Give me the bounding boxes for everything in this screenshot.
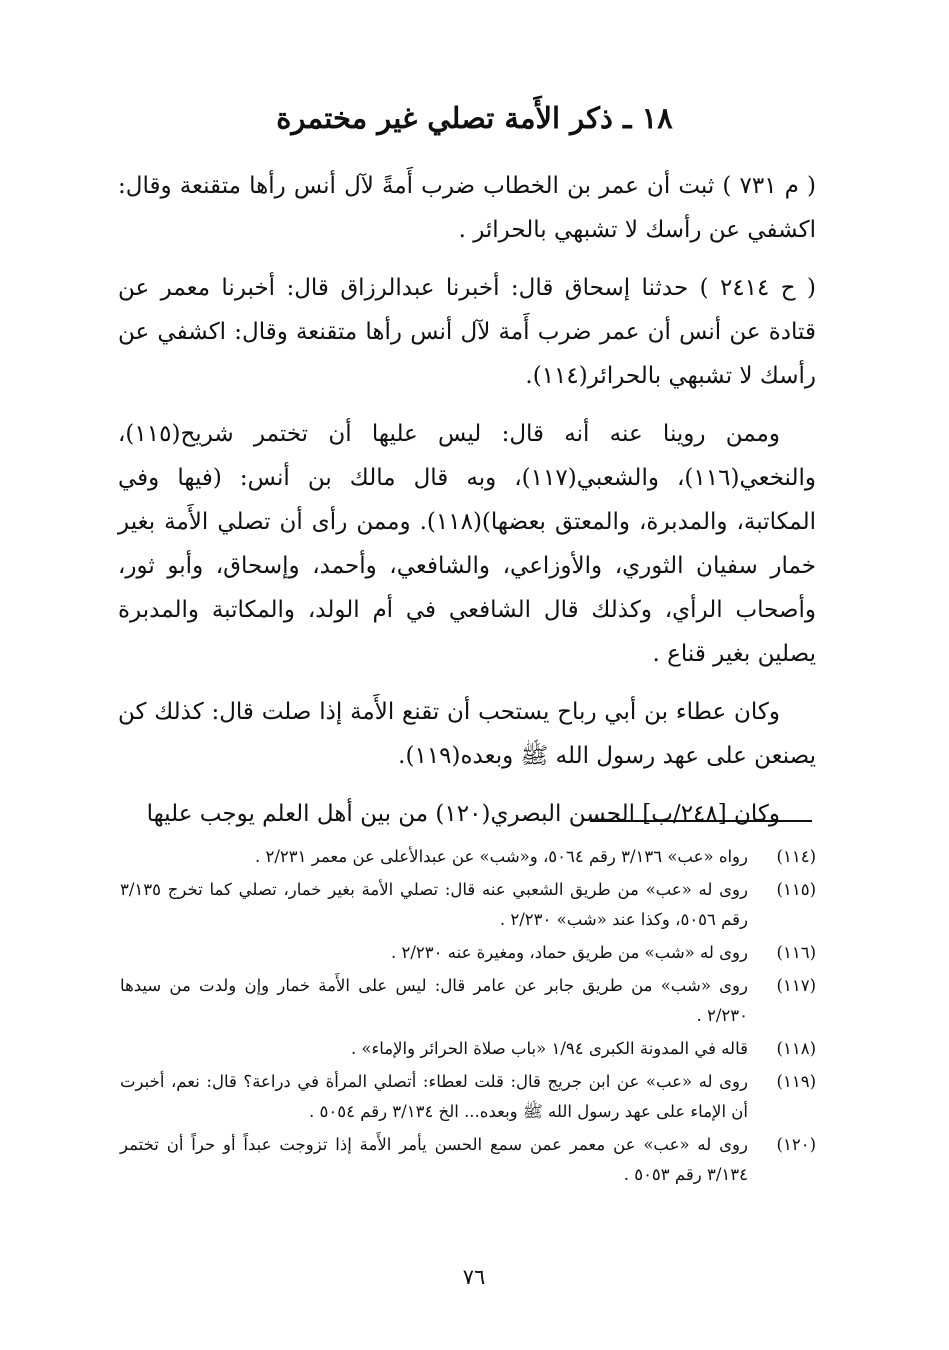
footnote-number: (١١٤) — [776, 847, 816, 866]
footnote-text: روى له «عب» عن معمر عمن سمع الحسن يأمر الأَمة إذا تزوجت عبداً أو حراً أن تختمر ٣/١٣٤ رقم ٥٠٥٣ . — [120, 1135, 748, 1184]
footnote-text: روى له «عب» من طريق الشعبي عنه قال: تصلي الأمة بغير خمار، تصلي كما تخرج ٣/١٣٥ رقم ٥٠٥٦، وكذا عند «شب» ٢/٢٣٠ . — [120, 880, 748, 929]
footnote-separator — [590, 820, 812, 822]
page-number: ٧٦ — [462, 1265, 486, 1289]
footnote-number: (١٢٠) — [776, 1135, 816, 1154]
footnotes — [120, 842, 816, 1193]
footnote-120 — [120, 1130, 816, 1190]
footnote-115 — [120, 875, 816, 935]
footnote-number: (١١٧) — [776, 976, 816, 995]
footnote-text: رواه «عب» ٣/١٣٦ رقم ٥٠٦٤، و«شب» عن عبدالأعلى عن معمر ٢/٢٣١ . — [255, 847, 748, 866]
footnote-117 — [120, 971, 816, 1031]
footnote-text: روى له «شب» من طريق حماد، ومغيرة عنه ٢/٢٣٠ . — [390, 943, 748, 962]
paragraph-3: وممن روينا عنه أنه قال: ليس عليها أن تختمر شريح(١١٥)، والنخعي(١١٦)، والشعبي(١١٧)، وبه قال مالك بن أنس: (فيها وفي المكاتبة، والمدبرة، والمعتق بعضها)(١١٨). وممن رأى أن تصلي الأَمة بغير خمار سفيان الثوري، والأوزاعي، والشافعي، وأحمد، وإسحاق، وأبو ثور، وأصحاب الرأي، وكذلك قال الشافعي في أم الولد، والمكاتبة والمدبرة يصلين بغير قناع . — [118, 421, 816, 667]
main-text — [118, 164, 816, 850]
footnote-number: (١١٦) — [776, 943, 816, 962]
footnote-number: (١١٩) — [776, 1072, 816, 1091]
footnote-116 — [120, 938, 816, 968]
footnote-114 — [120, 842, 816, 872]
paragraph-2: ( ح ٢٤١٤ ) حدثنا إسحاق قال: أخبرنا عبدالرزاق قال: أخبرنا معمر عن قتادة عن أنس أن عمر ضرب أَمة لآل أنس رأها متقنعة وقال: اكشفي عن رأسك لا تشبهي بالحرائر(١١٤). — [118, 275, 817, 389]
footnote-number: (١١٥) — [776, 880, 816, 899]
paragraph-1: ( م ٧٣١ ) ثبت أن عمر بن الخطاب ضرب أَمةً لآل أنس رأها متقنعة وقال: اكشفي عن رأسك لا تشبهي بالحرائر . — [118, 173, 817, 243]
footnote-text: قاله في المدونة الكبرى ١/٩٤ «باب صلاة الحرائر والإماء» . — [350, 1039, 748, 1058]
footnote-text: روى «شب» من طريق جابر عن عامر قال: ليس على الأَمة خمار وإن ولدت من سيدها ٢/٢٣٠ . — [120, 976, 748, 1025]
footnote-number: (١١٨) — [776, 1039, 816, 1058]
section-title: ١٨ ـ ذكر الأَمة تصلي غير مختمرة — [276, 101, 673, 135]
footnote-text: روى له «عب» عن ابن جريج قال: قلت لعطاء: أتصلي المرأة في دراعة؟ قال: نعم، أخبرت أن الإماء على عهد رسول الله ﷺ وبعده... الخ ٣/١٣٤ رقم ٥٠٥٤ . — [120, 1072, 748, 1121]
paragraph-4: وكان عطاء بن أبي رباح يستحب أن تقنع الأَمة إذا صلت قال: كذلك كن يصنعن على عهد رسول الله ﷺ وبعده(١١٩). — [118, 699, 816, 769]
paragraph-5: وكان [٢٤٨/ب] الحسن البصري(١٢٠) من بين أهل العلم يوجب عليها — [146, 801, 780, 827]
footnote-118 — [120, 1034, 816, 1064]
footnote-119 — [120, 1067, 816, 1127]
